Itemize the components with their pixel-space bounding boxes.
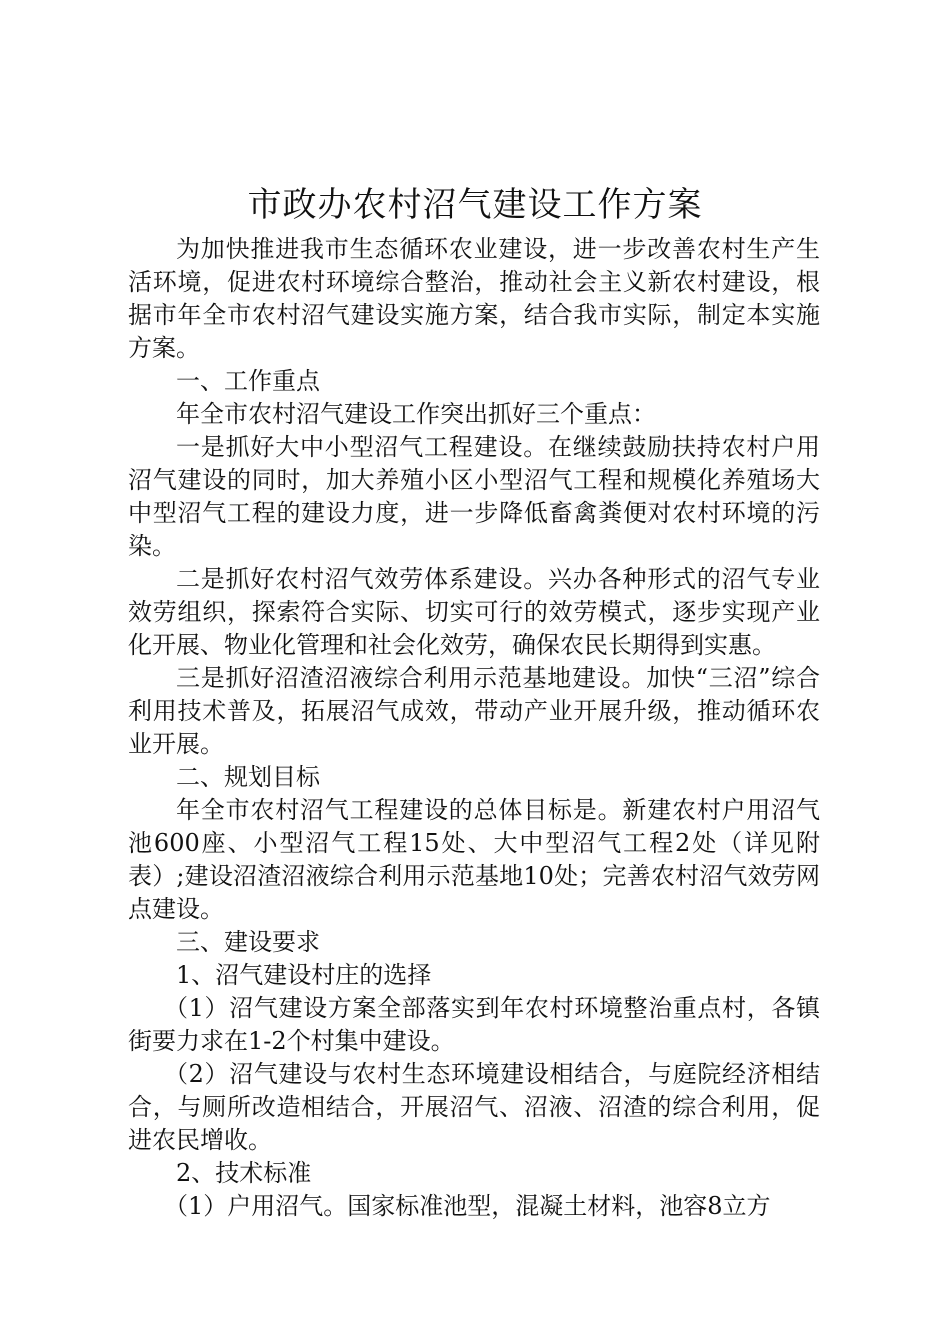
section-heading-requirements: 三、建设要求 <box>176 928 320 956</box>
paragraph-item-1: （1）沼气建设方案全部落实到年农村环境整治重点村，各镇街要力求在1-2个村集中建设。 <box>128 994 820 1055</box>
subheading-village-selection: 1、沼气建设村庄的选择 <box>176 961 432 989</box>
document-title: 市政办农村沼气建设工作方案 <box>247 185 703 225</box>
paragraph-focus-three: 三是抓好沼渣沼液综合利用示范基地建设。加快“三沼”综合利用技术普及，拓展沼气成效，带动产业开展升级，推动循环农业开展。 <box>128 664 820 758</box>
section-heading-planning-goals: 二、规划目标 <box>176 763 320 791</box>
document-body <box>128 233 820 1223</box>
paragraph-three-focuses: 年全市农村沼气建设工作突出抓好三个重点： <box>176 400 656 428</box>
section-heading-work-focus: 一、工作重点 <box>176 367 320 395</box>
paragraph-household-biogas: （1）户用沼气。国家标准池型，混凝土材料，池容8立方 <box>164 1192 771 1220</box>
paragraph-overall-goal: 年全市农村沼气工程建设的总体目标是。新建农村户用沼气池600座、小型沼气工程15处、大中型沼气工程2处（详见附表）;建设沼渣沼液综合利用示范基地10处；完善农村沼气效劳网点建设。 <box>128 796 820 923</box>
paragraph-focus-one: 一是抓好大中小型沼气工程建设。在继续鼓励扶持农村户用沼气建设的同时，加大养殖小区小型沼气工程和规模化养殖场大中型沼气工程的建设力度，进一步降低畜禽粪便对农村环境的污染。 <box>128 433 820 560</box>
paragraph-item-2: （2）沼气建设与农村生态环境建设相结合，与庭院经济相结合，与厕所改造相结合，开展沼气、沼液、沼渣的综合利用，促进农民增收。 <box>128 1060 820 1154</box>
paragraph-focus-two: 二是抓好农村沼气效劳体系建设。兴办各种形式的沼气专业效劳组织，探索符合实际、切实可行的效劳模式，逐步实现产业化开展、物业化管理和社会化效劳，确保农民长期得到实惠。 <box>128 565 820 659</box>
paragraph-intro: 为加快推进我市生态循环农业建设，进一步改善农村生产生活环境，促进农村环境综合整治，推动社会主义新农村建设，根据市年全市农村沼气建设实施方案，结合我市实际，制定本实施方案。 <box>128 235 820 362</box>
subheading-technical-standards: 2、技术标准 <box>176 1159 312 1187</box>
